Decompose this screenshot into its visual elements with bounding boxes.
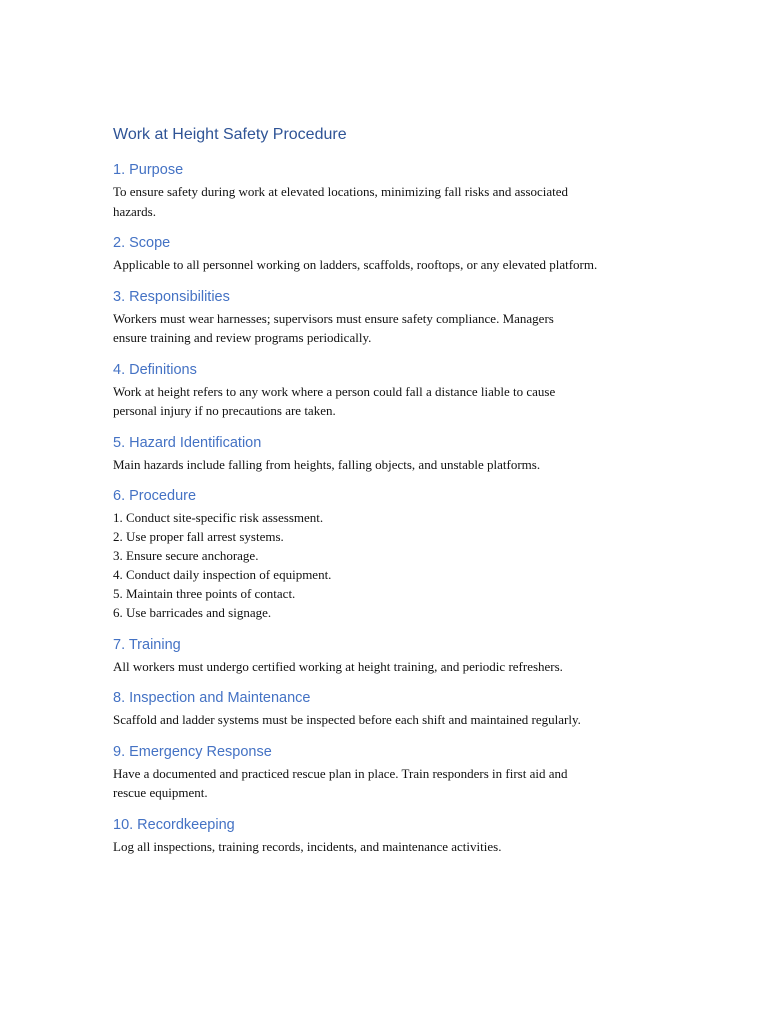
procedure-steps [113, 508, 673, 623]
section-text [113, 837, 673, 857]
section-heading: 10. Recordkeeping [113, 816, 235, 833]
text-line: To ensure safety during work at elevated locations, minimizing fall risks and associated [113, 184, 569, 199]
section-responsibilities [113, 287, 673, 348]
section-heading: 2. Scope [113, 235, 171, 251]
text-line: Main hazards include falling from heights, falling objects, and unstable platforms. [113, 456, 541, 472]
section-heading: 4. Definitions [113, 361, 197, 378]
section-text [113, 764, 673, 803]
section-text [113, 255, 673, 275]
section-heading: 9. Emergency Response [113, 743, 272, 760]
text-line: Workers must wear harnesses; supervisors must ensure safety compliance. Managers [113, 310, 554, 326]
section-heading: 7. Training [113, 636, 181, 653]
text-line: personal injury if no precautions are taken. [113, 403, 336, 418]
document-page [113, 124, 673, 868]
text-line: Work at height refers to any work where a person could fall a distance liable to cause [113, 383, 556, 399]
section-heading: 6. Procedure [113, 488, 197, 504]
section-inspection-maintenance [113, 688, 673, 730]
section-heading: 3. Responsibilities [113, 288, 230, 305]
text-line: All workers must undergo certified working at height training, and periodic refreshers. [113, 658, 563, 674]
section-emergency-response [113, 742, 673, 803]
text-line: Applicable to all personnel working on ladders, scaffolds, rooftops, or any elevated platform. [113, 257, 598, 272]
text-line: rescue equipment. [113, 785, 208, 801]
section-training [113, 635, 673, 677]
section-recordkeeping [113, 815, 673, 857]
section-definitions [113, 360, 673, 421]
section-text [113, 309, 673, 348]
section-text [113, 710, 673, 730]
text-line: hazards. [113, 203, 156, 219]
procedure-step: 4. Conduct daily inspection of equipment. [113, 567, 332, 583]
section-heading: 8. Inspection and Maintenance [113, 690, 311, 707]
section-procedure [113, 486, 673, 623]
section-scope [113, 233, 673, 275]
section-text [113, 182, 673, 221]
document-title: Work at Height Safety Procedure [113, 126, 347, 143]
section-text [113, 455, 673, 475]
section-heading: 5. Hazard Identification [113, 434, 262, 451]
procedure-step: 6. Use barricades and signage. [113, 605, 272, 621]
text-line: Log all inspections, training records, incidents, and maintenance activities. [113, 838, 502, 854]
section-hazard-identification [113, 433, 673, 475]
text-line: Have a documented and practiced rescue plan in place. Train responders in first aid and [113, 765, 568, 781]
section-text [113, 657, 673, 677]
text-line: ensure training and review programs periodically. [113, 330, 372, 345]
section-text [113, 382, 673, 421]
procedure-step: 5. Maintain three points of contact. [113, 586, 296, 602]
section-purpose [113, 160, 673, 221]
text-line: Scaffold and ladder systems must be inspected before each shift and maintained regularly. [113, 712, 581, 728]
procedure-step: 1. Conduct site-specific risk assessment. [113, 510, 324, 525]
section-heading: 1. Purpose [113, 162, 184, 178]
procedure-step: 3. Ensure secure anchorage. [113, 548, 259, 564]
procedure-step: 2. Use proper fall arrest systems. [113, 529, 284, 545]
